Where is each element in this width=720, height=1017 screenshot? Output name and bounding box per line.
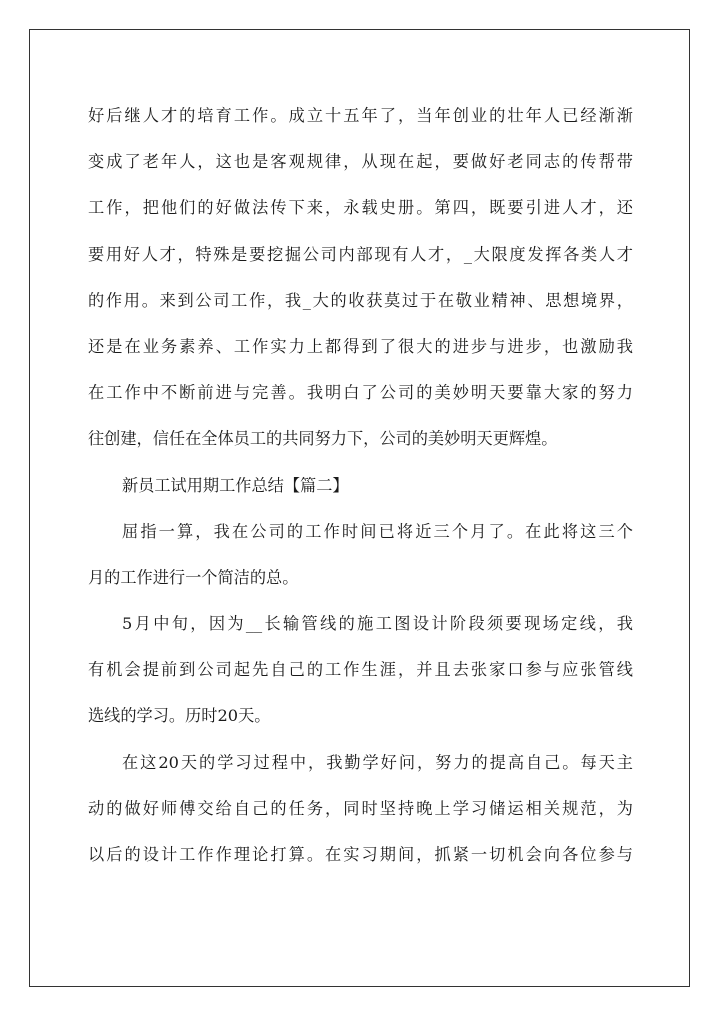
text-line: 新员工试用期工作总结【篇二】	[122, 475, 349, 495]
text-line: 的作用。来到公司工作，我_大的收获莫过于在敬业精神、思想境界，	[88, 290, 633, 310]
text-line: 以后的设计工作作理论打算。在实习期间，抓紧一切机会向各位参与	[88, 845, 633, 864]
text-line: 5月中旬，因为__长输管线的施工图设计阶段须要现场定线，我	[122, 614, 633, 634]
text-line: 还是在业务素养、工作实力上都得到了很大的进步与进步，也激励我	[88, 336, 633, 356]
text-line: 好后继人才的培育工作。成立十五年了，当年创业的壮年人已经渐渐	[88, 106, 633, 125]
text-line: 往创建，信任在全体员工的共同努力下，公司的美妙明天更辉煌。	[88, 429, 558, 449]
text-line: 月的工作进行一个简洁的总。	[88, 567, 299, 587]
document-body	[88, 93, 633, 878]
text-line: 选线的学习。历时20天。	[88, 706, 271, 726]
text-line: 在这20天的学习过程中，我勤学好问，努力的提高自己。每天主	[122, 752, 633, 772]
text-line: 有机会提前到公司起先自己的工作生涯，并且去张家口参与应张管线	[88, 660, 633, 680]
text-line: 动的做好师傅交给自己的任务，同时坚持晚上学习储运相关规范，为	[88, 798, 633, 818]
text-line: 屈指一算，我在公司的工作时间已将近三个月了。在此将这三个	[122, 521, 633, 541]
text-line: 要用好人才，特殊是要挖掘公司内部现有人才，_大限度发挥各类人才	[88, 244, 633, 264]
text-line: 工作，把他们的好做法传下来，永载史册。第四，既要引进人才，还	[88, 198, 633, 218]
text-line: 在工作中不断前进与完善。我明白了公司的美妙明天要靠大家的努力	[88, 383, 633, 403]
text-line: 变成了老年人，这也是客观规律，从现在起，要做好老同志的传帮带	[88, 152, 633, 172]
